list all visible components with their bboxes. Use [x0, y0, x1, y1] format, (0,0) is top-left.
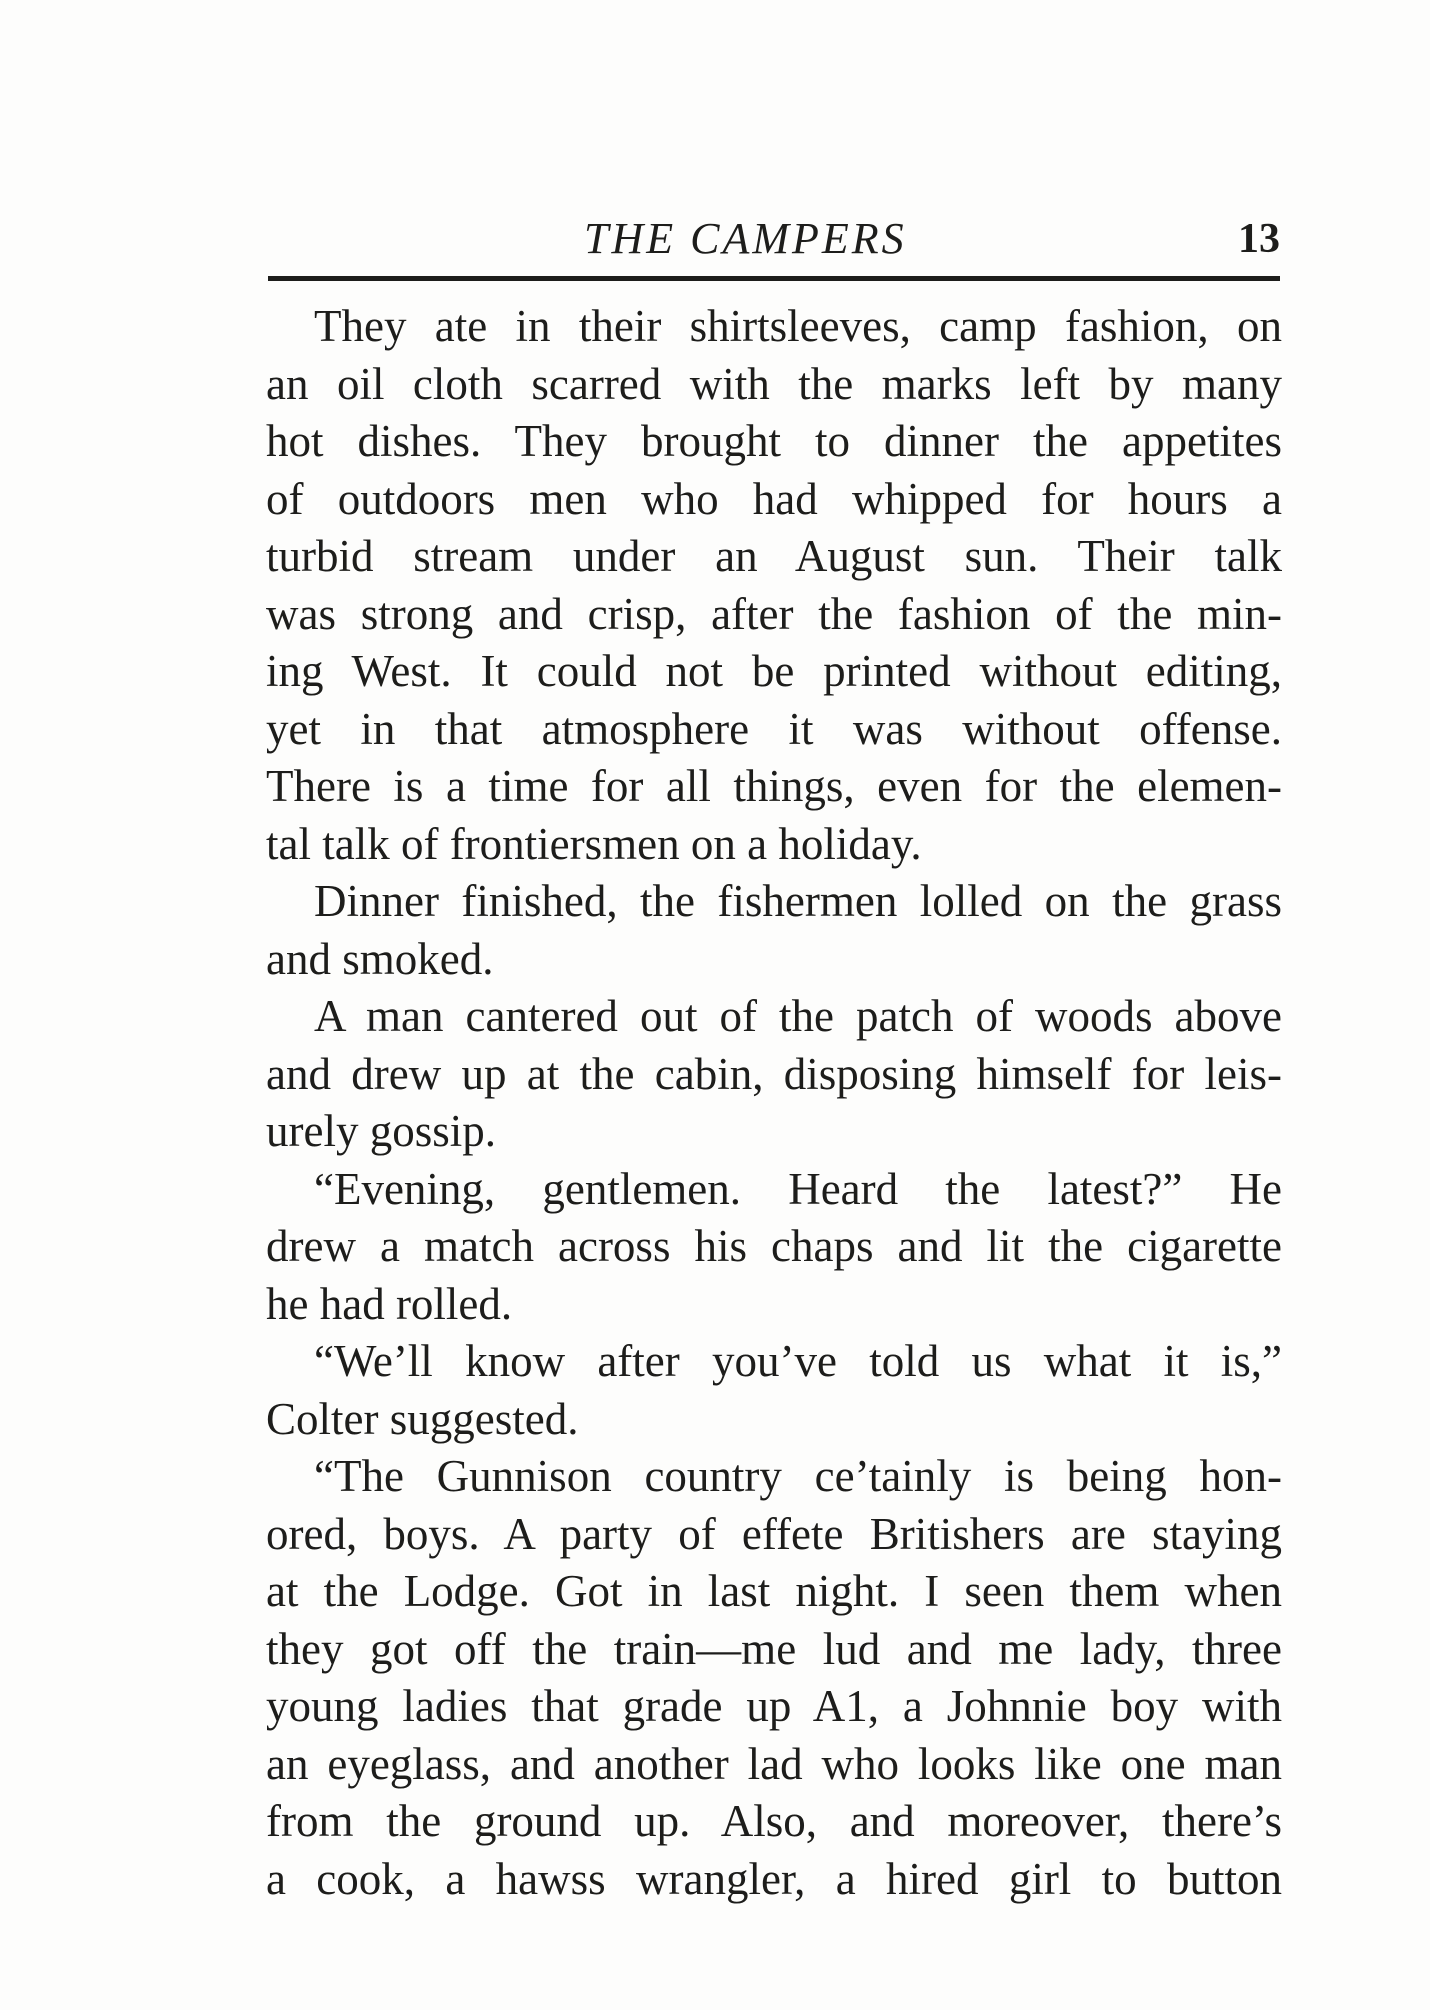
page-number: 13 [1238, 216, 1280, 262]
text-line: turbid stream under an August sun. Their talk [266, 531, 1282, 581]
text-line: young ladies that grade up A1, a Johnnie boy with [266, 1681, 1282, 1731]
text-line: an oil cloth scarred with the marks left by many [266, 358, 1282, 409]
text-line: and drew up at the cabin, disposing himself for leis- [266, 1048, 1282, 1099]
text-line: of outdoors men who had whipped for hours a [266, 473, 1282, 524]
text-line: They ate in their shirtsleeves, camp fashion, on [314, 301, 1282, 351]
text-line: tal talk of frontiersmen on a holiday. [266, 818, 922, 869]
text-line: ored, boys. A party of effete Britishers are staying [266, 1508, 1282, 1559]
text-line: A man cantered out of the patch of woods above [314, 991, 1282, 1041]
text-line: they got off the train—me lud and me lady, three [266, 1623, 1282, 1674]
text-line: Colter suggested. [266, 1393, 579, 1444]
text-line: yet in that atmosphere it was without offense. [266, 703, 1282, 754]
text-line: “The Gunnison country ce’tainly is being hon- [314, 1451, 1282, 1501]
text-line: and smoked. [266, 933, 494, 984]
text-line: drew a match across his chaps and lit the cigarette [266, 1221, 1282, 1271]
header-rule [268, 276, 1280, 281]
text-line: at the Lodge. Got in last night. I seen them when [266, 1566, 1282, 1616]
page-header [268, 208, 1280, 268]
text-line: an eyeglass, and another lad who looks like one man [266, 1738, 1282, 1789]
text-line: urely gossip. [266, 1106, 496, 1156]
text-line: was strong and crisp, after the fashion of the min- [266, 588, 1282, 639]
text-line: a cook, a hawss wrangler, a hired girl to button [266, 1853, 1282, 1904]
running-head: THE CAMPERS [584, 214, 907, 263]
text-line: hot dishes. They brought to dinner the appetites [266, 416, 1282, 466]
text-line: There is a time for all things, even for the elemen- [266, 761, 1282, 811]
text-line: “Evening, gentlemen. Heard the latest?” He [314, 1163, 1282, 1214]
body-text [266, 298, 1282, 1908]
text-line: Dinner finished, the fishermen lolled on the grass [314, 876, 1282, 926]
text-line: from the ground up. Also, and moreover, there’s [266, 1796, 1282, 1846]
text-line: ing West. It could not be printed without editing, [266, 646, 1282, 696]
text-line: he had rolled. [266, 1278, 513, 1329]
text-line: “We’ll know after you’ve told us what it is,” [314, 1336, 1282, 1386]
